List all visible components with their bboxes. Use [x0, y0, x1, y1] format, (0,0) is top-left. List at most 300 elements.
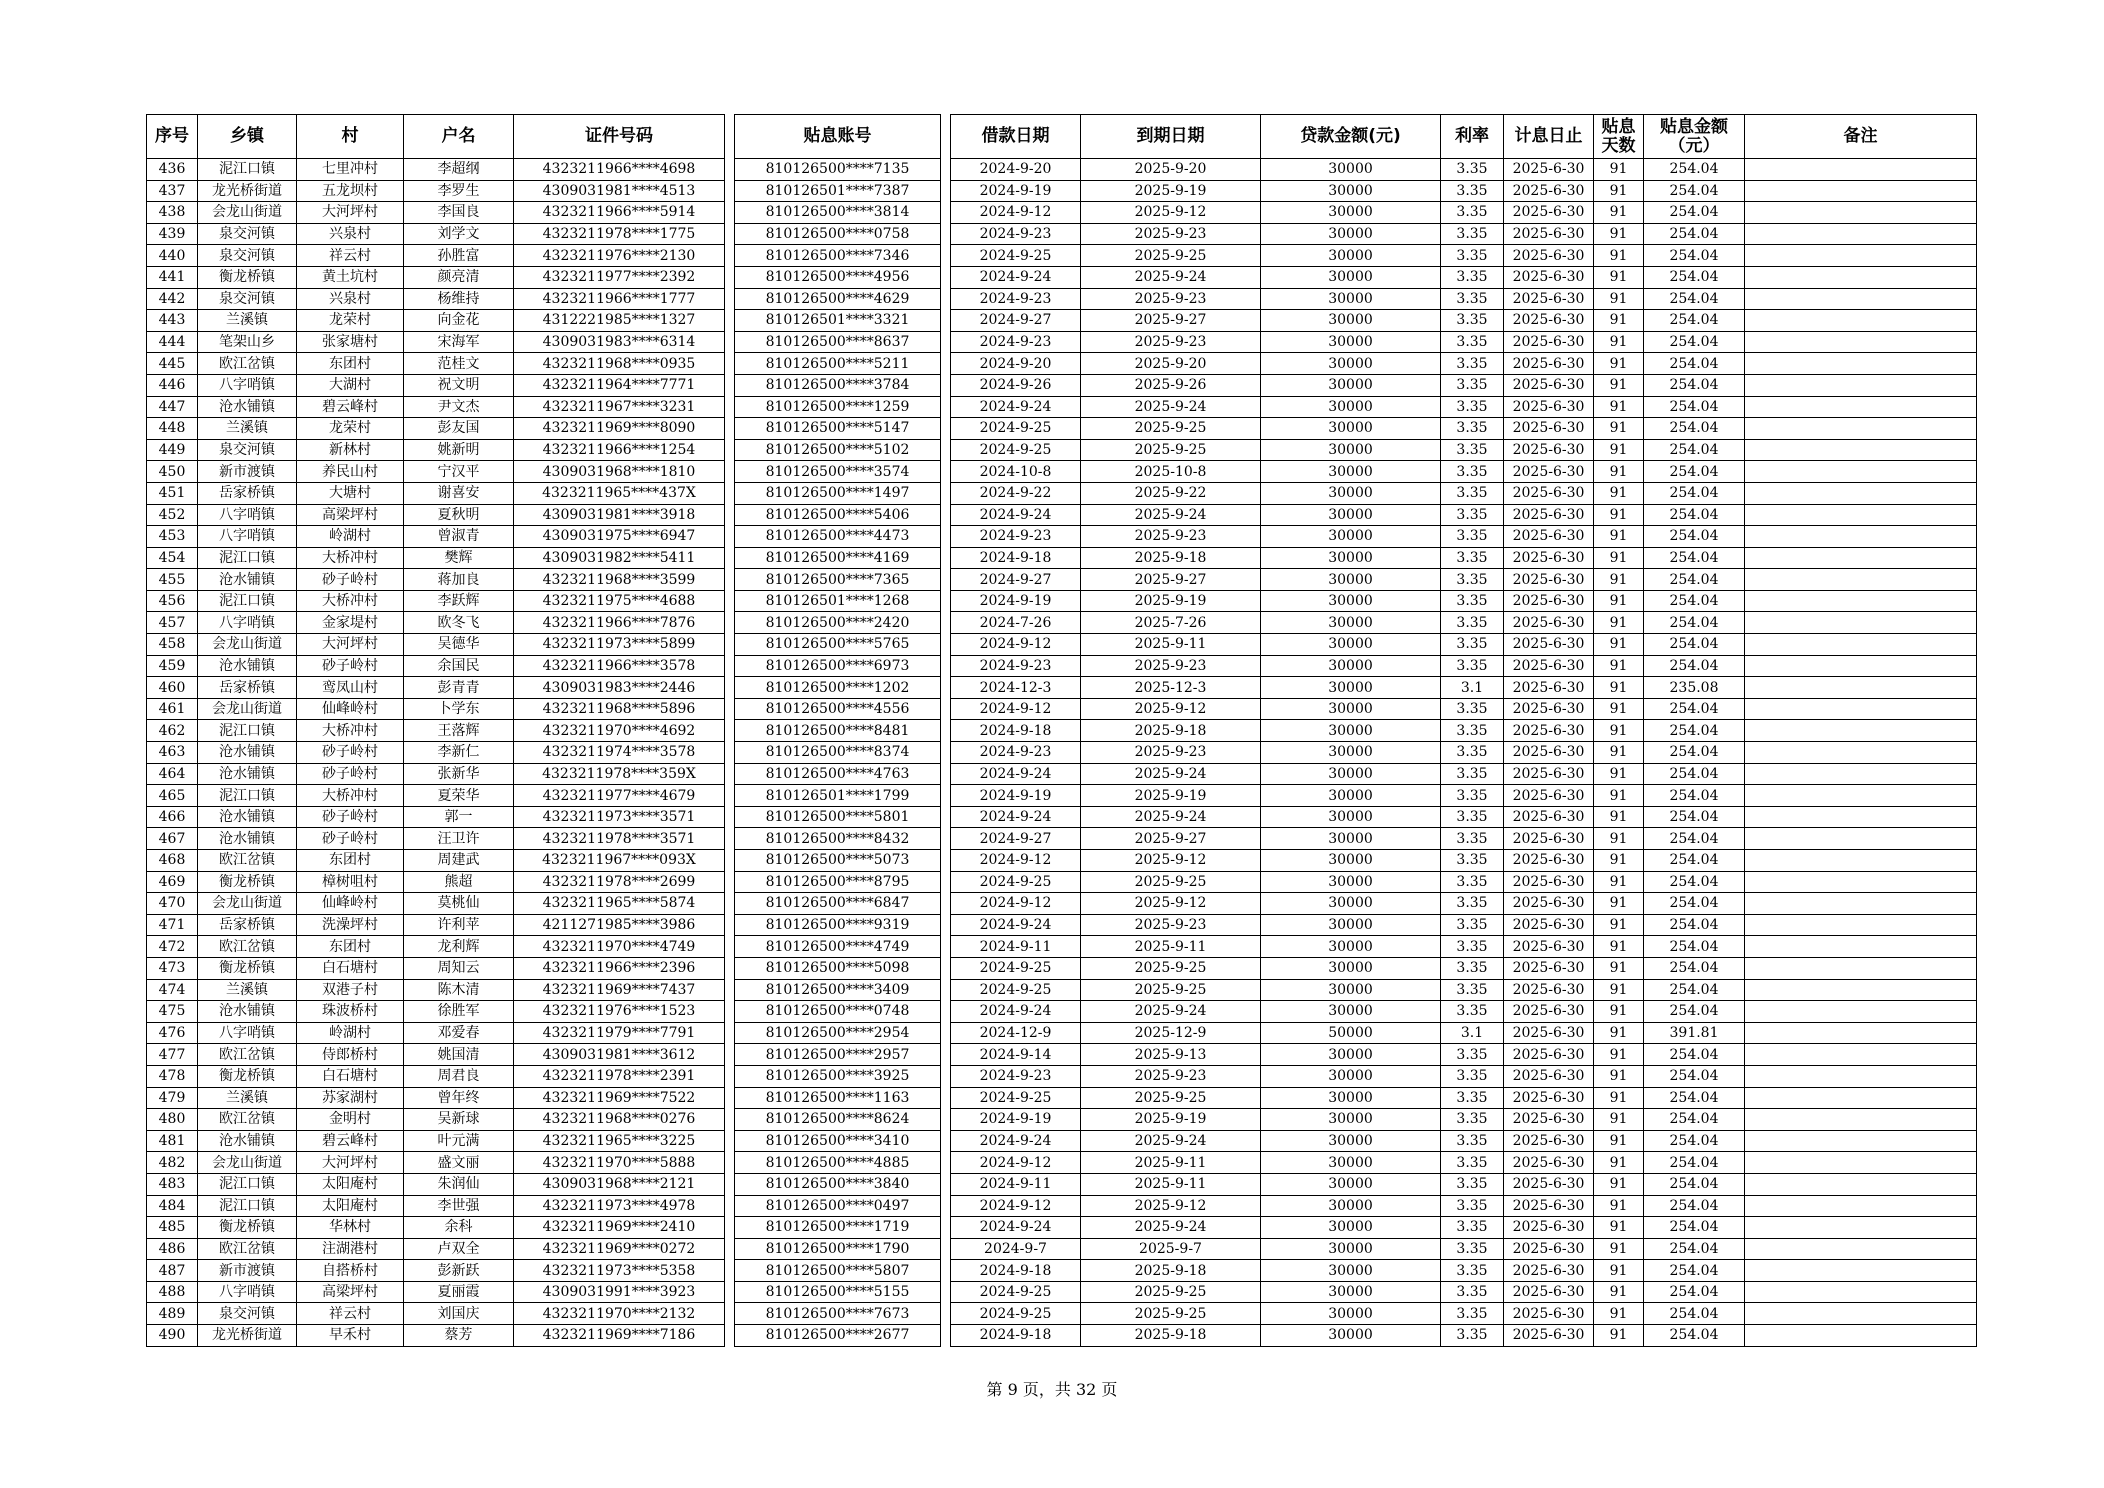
cell-id-number: 4323211977****2392: [514, 266, 725, 288]
table-row: [147, 655, 1977, 677]
cell-subsidy-amount: 254.04: [1644, 634, 1745, 656]
table-row: [147, 482, 1977, 504]
cell-index: 450: [147, 461, 198, 483]
cell-subsidy-account: 810126500****8374: [735, 742, 941, 764]
cell-interest-end-date: 2025-6-30: [1504, 547, 1594, 569]
cell-account-name: 邓爱春: [404, 1022, 514, 1044]
cell-account-name: 李世强: [404, 1195, 514, 1217]
cell-loan-date: 2024-9-18: [951, 547, 1081, 569]
cell-index: 464: [147, 763, 198, 785]
cell-loan-date: 2024-9-12: [951, 1195, 1081, 1217]
cell-subsidy-account: 810126500****3814: [735, 202, 941, 224]
cell-loan-date: 2024-9-24: [951, 1001, 1081, 1023]
cell-due-date: 2025-9-12: [1081, 850, 1261, 872]
cell-id-number: 4309031968****2121: [514, 1173, 725, 1195]
cell-township: 兰溪镇: [198, 310, 297, 332]
cell-loan-amount: 30000: [1261, 742, 1441, 764]
column-gap: [941, 482, 951, 504]
cell-account-name: 欧冬飞: [404, 612, 514, 634]
cell-subsidy-days: 91: [1594, 828, 1644, 850]
cell-interest-end-date: 2025-6-30: [1504, 1325, 1594, 1347]
cell-loan-date: 2024-7-26: [951, 612, 1081, 634]
cell-id-number: 4323211969****2410: [514, 1217, 725, 1239]
cell-interest-rate: 3.35: [1441, 850, 1504, 872]
cell-interest-end-date: 2025-6-30: [1504, 1022, 1594, 1044]
cell-interest-end-date: 2025-6-30: [1504, 763, 1594, 785]
cell-township: 沧水铺镇: [198, 655, 297, 677]
column-gap: [941, 979, 951, 1001]
cell-account-name: 吴德华: [404, 634, 514, 656]
column-gap: [941, 115, 951, 159]
cell-interest-end-date: 2025-6-30: [1504, 1238, 1594, 1260]
cell-due-date: 2025-9-11: [1081, 936, 1261, 958]
cell-remarks: [1745, 1022, 1977, 1044]
cell-interest-end-date: 2025-6-30: [1504, 223, 1594, 245]
column-gap: [941, 893, 951, 915]
cell-loan-date: 2024-9-23: [951, 1065, 1081, 1087]
cell-village: 金家堤村: [297, 612, 404, 634]
column-gap: [725, 439, 735, 461]
column-gap: [725, 655, 735, 677]
cell-interest-end-date: 2025-6-30: [1504, 742, 1594, 764]
column-gap: [941, 1087, 951, 1109]
cell-due-date: 2025-9-25: [1081, 245, 1261, 267]
cell-remarks: [1745, 850, 1977, 872]
cell-subsidy-days: 91: [1594, 612, 1644, 634]
cell-account-name: 夏秋明: [404, 504, 514, 526]
cell-index: 443: [147, 310, 198, 332]
table-row: [147, 893, 1977, 915]
cell-index: 487: [147, 1260, 198, 1282]
cell-township: 泥江口镇: [198, 547, 297, 569]
cell-remarks: [1745, 547, 1977, 569]
cell-account-name: 徐胜军: [404, 1001, 514, 1023]
cell-loan-date: 2024-9-24: [951, 763, 1081, 785]
column-gap: [725, 850, 735, 872]
cell-loan-amount: 30000: [1261, 1195, 1441, 1217]
cell-loan-amount: 50000: [1261, 1022, 1441, 1044]
cell-subsidy-amount: 254.04: [1644, 266, 1745, 288]
cell-subsidy-days: 91: [1594, 1065, 1644, 1087]
cell-index: 459: [147, 655, 198, 677]
cell-interest-end-date: 2025-6-30: [1504, 245, 1594, 267]
column-gap: [725, 1195, 735, 1217]
cell-village: 岭湖村: [297, 526, 404, 548]
cell-loan-amount: 30000: [1261, 1217, 1441, 1239]
cell-id-number: 4323211968****0935: [514, 353, 725, 375]
table-row: [147, 590, 1977, 612]
cell-index: 482: [147, 1152, 198, 1174]
column-gap: [941, 526, 951, 548]
cell-subsidy-account: 810126500****1163: [735, 1087, 941, 1109]
header-due-date: 到期日期: [1081, 115, 1261, 159]
cell-subsidy-amount: 254.04: [1644, 310, 1745, 332]
cell-remarks: [1745, 1152, 1977, 1174]
cell-loan-amount: 30000: [1261, 763, 1441, 785]
cell-village: 大河坪村: [297, 634, 404, 656]
column-gap: [941, 590, 951, 612]
cell-loan-amount: 30000: [1261, 353, 1441, 375]
cell-loan-date: 2024-9-25: [951, 418, 1081, 440]
cell-loan-amount: 30000: [1261, 1109, 1441, 1131]
cell-subsidy-days: 91: [1594, 418, 1644, 440]
cell-index: 474: [147, 979, 198, 1001]
table-row: [147, 504, 1977, 526]
cell-subsidy-amount: 254.04: [1644, 547, 1745, 569]
cell-remarks: [1745, 569, 1977, 591]
cell-remarks: [1745, 720, 1977, 742]
cell-remarks: [1745, 1303, 1977, 1325]
cell-index: 452: [147, 504, 198, 526]
cell-loan-date: 2024-9-25: [951, 871, 1081, 893]
cell-village: 五龙坝村: [297, 180, 404, 202]
column-gap: [941, 634, 951, 656]
cell-account-name: 朱润仙: [404, 1173, 514, 1195]
header-loan-amount: 贷款金额(元): [1261, 115, 1441, 159]
cell-subsidy-account: 810126500****5406: [735, 504, 941, 526]
table-row: [147, 353, 1977, 375]
cell-due-date: 2025-9-24: [1081, 396, 1261, 418]
cell-id-number: 4309031983****2446: [514, 677, 725, 699]
cell-subsidy-account: 810126500****4885: [735, 1152, 941, 1174]
cell-account-name: 颜亮清: [404, 266, 514, 288]
cell-remarks: [1745, 374, 1977, 396]
cell-subsidy-amount: 254.04: [1644, 914, 1745, 936]
cell-subsidy-amount: 254.04: [1644, 569, 1745, 591]
table-row: [147, 1044, 1977, 1066]
table-row: [147, 1303, 1977, 1325]
cell-account-name: 周建武: [404, 850, 514, 872]
table-row: [147, 180, 1977, 202]
cell-index: 457: [147, 612, 198, 634]
cell-subsidy-amount: 254.04: [1644, 504, 1745, 526]
cell-subsidy-amount: 254.04: [1644, 806, 1745, 828]
table-row: [147, 1152, 1977, 1174]
column-gap: [725, 526, 735, 548]
cell-subsidy-amount: 254.04: [1644, 1217, 1745, 1239]
table-row: [147, 1281, 1977, 1303]
cell-loan-date: 2024-9-25: [951, 245, 1081, 267]
cell-township: 沧水铺镇: [198, 396, 297, 418]
cell-subsidy-days: 91: [1594, 310, 1644, 332]
cell-interest-rate: 3.35: [1441, 439, 1504, 461]
cell-index: 469: [147, 871, 198, 893]
cell-township: 沧水铺镇: [198, 828, 297, 850]
column-gap: [941, 202, 951, 224]
cell-remarks: [1745, 634, 1977, 656]
cell-subsidy-account: 810126500****5102: [735, 439, 941, 461]
cell-index: 486: [147, 1238, 198, 1260]
cell-loan-amount: 30000: [1261, 677, 1441, 699]
cell-village: 太阳庵村: [297, 1173, 404, 1195]
cell-index: 442: [147, 288, 198, 310]
cell-due-date: 2025-9-18: [1081, 1260, 1261, 1282]
cell-loan-amount: 30000: [1261, 331, 1441, 353]
column-gap: [725, 547, 735, 569]
cell-index: 488: [147, 1281, 198, 1303]
cell-interest-rate: 3.35: [1441, 1109, 1504, 1131]
cell-interest-rate: 3.35: [1441, 806, 1504, 828]
cell-index: 448: [147, 418, 198, 440]
cell-subsidy-days: 91: [1594, 893, 1644, 915]
cell-village: 太阳庵村: [297, 1195, 404, 1217]
column-gap: [941, 871, 951, 893]
cell-index: 484: [147, 1195, 198, 1217]
cell-subsidy-account: 810126500****0748: [735, 1001, 941, 1023]
cell-id-number: 4309031981****3918: [514, 504, 725, 526]
cell-remarks: [1745, 504, 1977, 526]
cell-village: 大桥冲村: [297, 785, 404, 807]
cell-account-name: 张新华: [404, 763, 514, 785]
column-gap: [941, 569, 951, 591]
cell-remarks: [1745, 828, 1977, 850]
cell-interest-end-date: 2025-6-30: [1504, 1281, 1594, 1303]
cell-due-date: 2025-9-25: [1081, 979, 1261, 1001]
cell-interest-rate: 3.35: [1441, 396, 1504, 418]
cell-subsidy-days: 91: [1594, 1109, 1644, 1131]
table-row: [147, 569, 1977, 591]
cell-subsidy-account: 810126500****8432: [735, 828, 941, 850]
column-gap: [725, 1044, 735, 1066]
cell-index: 470: [147, 893, 198, 915]
header-account-name: 户名: [404, 115, 514, 159]
cell-due-date: 2025-9-25: [1081, 418, 1261, 440]
cell-township: 新市渡镇: [198, 1260, 297, 1282]
column-gap: [941, 504, 951, 526]
cell-subsidy-days: 91: [1594, 850, 1644, 872]
cell-loan-amount: 30000: [1261, 828, 1441, 850]
cell-interest-rate: 3.35: [1441, 374, 1504, 396]
column-gap: [725, 1152, 735, 1174]
column-gap: [725, 590, 735, 612]
cell-subsidy-amount: 254.04: [1644, 763, 1745, 785]
table-row: [147, 698, 1977, 720]
cell-subsidy-days: 91: [1594, 1303, 1644, 1325]
cell-subsidy-days: 91: [1594, 374, 1644, 396]
cell-account-name: 许利苹: [404, 914, 514, 936]
column-gap: [941, 720, 951, 742]
cell-interest-rate: 3.35: [1441, 871, 1504, 893]
cell-due-date: 2025-9-19: [1081, 1109, 1261, 1131]
cell-account-name: 卢双全: [404, 1238, 514, 1260]
cell-interest-end-date: 2025-6-30: [1504, 1130, 1594, 1152]
cell-id-number: 4323211966****1777: [514, 288, 725, 310]
cell-interest-rate: 3.35: [1441, 202, 1504, 224]
cell-township: 泥江口镇: [198, 785, 297, 807]
column-gap: [725, 785, 735, 807]
cell-interest-rate: 3.1: [1441, 677, 1504, 699]
cell-subsidy-days: 91: [1594, 547, 1644, 569]
cell-township: 欧江岔镇: [198, 1238, 297, 1260]
cell-id-number: 4323211966****4698: [514, 159, 725, 181]
table-row: [147, 1065, 1977, 1087]
cell-due-date: 2025-9-20: [1081, 159, 1261, 181]
cell-interest-rate: 3.35: [1441, 785, 1504, 807]
cell-account-name: 夏荣华: [404, 785, 514, 807]
cell-loan-amount: 30000: [1261, 418, 1441, 440]
cell-township: 沧水铺镇: [198, 742, 297, 764]
cell-interest-end-date: 2025-6-30: [1504, 957, 1594, 979]
cell-subsidy-days: 91: [1594, 698, 1644, 720]
cell-loan-date: 2024-9-12: [951, 698, 1081, 720]
table-row: [147, 396, 1977, 418]
cell-subsidy-amount: 235.08: [1644, 677, 1745, 699]
cell-index: 451: [147, 482, 198, 504]
cell-subsidy-days: 91: [1594, 677, 1644, 699]
column-gap: [941, 180, 951, 202]
cell-index: 455: [147, 569, 198, 591]
cell-township: 泉交河镇: [198, 245, 297, 267]
cell-interest-rate: 3.35: [1441, 223, 1504, 245]
cell-village: 大桥冲村: [297, 720, 404, 742]
cell-township: 八字哨镇: [198, 526, 297, 548]
cell-loan-date: 2024-9-12: [951, 850, 1081, 872]
cell-account-name: 杨维持: [404, 288, 514, 310]
cell-index: 461: [147, 698, 198, 720]
cell-loan-date: 2024-9-23: [951, 526, 1081, 548]
cell-loan-amount: 30000: [1261, 1001, 1441, 1023]
table-row: [147, 1109, 1977, 1131]
cell-loan-date: 2024-9-23: [951, 742, 1081, 764]
cell-subsidy-account: 810126500****4763: [735, 763, 941, 785]
cell-interest-end-date: 2025-6-30: [1504, 655, 1594, 677]
table-row: [147, 159, 1977, 181]
cell-loan-amount: 30000: [1261, 202, 1441, 224]
cell-due-date: 2025-9-12: [1081, 202, 1261, 224]
cell-id-number: 4323211976****1523: [514, 1001, 725, 1023]
cell-subsidy-days: 91: [1594, 1130, 1644, 1152]
column-gap: [725, 957, 735, 979]
cell-due-date: 2025-9-25: [1081, 1303, 1261, 1325]
cell-township: 八字哨镇: [198, 1281, 297, 1303]
cell-account-name: 周君良: [404, 1065, 514, 1087]
cell-due-date: 2025-9-23: [1081, 1065, 1261, 1087]
cell-id-number: 4323211968****3599: [514, 569, 725, 591]
column-gap: [725, 979, 735, 1001]
cell-index: 436: [147, 159, 198, 181]
cell-village: 东团村: [297, 936, 404, 958]
cell-village: 祥云村: [297, 1303, 404, 1325]
cell-subsidy-days: 91: [1594, 655, 1644, 677]
column-gap: [941, 828, 951, 850]
cell-account-name: 余科: [404, 1217, 514, 1239]
column-gap: [941, 957, 951, 979]
cell-interest-rate: 3.1: [1441, 1022, 1504, 1044]
cell-interest-rate: 3.35: [1441, 331, 1504, 353]
cell-interest-end-date: 2025-6-30: [1504, 1109, 1594, 1131]
cell-due-date: 2025-9-18: [1081, 1325, 1261, 1347]
cell-village: 注湖港村: [297, 1238, 404, 1260]
cell-interest-end-date: 2025-6-30: [1504, 1044, 1594, 1066]
cell-township: 沧水铺镇: [198, 1001, 297, 1023]
cell-index: 444: [147, 331, 198, 353]
cell-due-date: 2025-9-12: [1081, 1195, 1261, 1217]
cell-interest-rate: 3.35: [1441, 482, 1504, 504]
cell-remarks: [1745, 202, 1977, 224]
cell-index: 449: [147, 439, 198, 461]
cell-subsidy-account: 810126500****5155: [735, 1281, 941, 1303]
cell-account-name: 樊辉: [404, 547, 514, 569]
cell-township: 泉交河镇: [198, 1303, 297, 1325]
cell-subsidy-amount: 254.04: [1644, 1238, 1745, 1260]
cell-id-number: 4323211969****7437: [514, 979, 725, 1001]
cell-due-date: 2025-9-18: [1081, 720, 1261, 742]
header-interest-rate: 利率: [1441, 115, 1504, 159]
cell-subsidy-days: 91: [1594, 180, 1644, 202]
cell-subsidy-account: 810126500****2954: [735, 1022, 941, 1044]
cell-index: 483: [147, 1173, 198, 1195]
column-gap: [725, 1087, 735, 1109]
cell-subsidy-account: 810126500****8481: [735, 720, 941, 742]
cell-subsidy-account: 810126501****1268: [735, 590, 941, 612]
cell-id-number: 4323211969****7186: [514, 1325, 725, 1347]
header-subsidy-amount: 贴息金额（元）: [1644, 115, 1745, 159]
cell-subsidy-days: 91: [1594, 957, 1644, 979]
cell-village: 高梁坪村: [297, 504, 404, 526]
cell-interest-rate: 3.35: [1441, 893, 1504, 915]
column-gap: [941, 245, 951, 267]
cell-loan-amount: 30000: [1261, 871, 1441, 893]
cell-interest-end-date: 2025-6-30: [1504, 569, 1594, 591]
cell-account-name: 熊超: [404, 871, 514, 893]
cell-township: 会龙山街道: [198, 698, 297, 720]
cell-due-date: 2025-9-24: [1081, 1130, 1261, 1152]
cell-loan-date: 2024-9-25: [951, 957, 1081, 979]
subsidy-table: [146, 114, 1977, 1347]
cell-due-date: 2025-9-24: [1081, 763, 1261, 785]
cell-remarks: [1745, 1173, 1977, 1195]
cell-subsidy-amount: 254.04: [1644, 1109, 1745, 1131]
column-gap: [941, 1303, 951, 1325]
table-row: [147, 418, 1977, 440]
cell-account-name: 蔡芳: [404, 1325, 514, 1347]
cell-account-name: 吴新球: [404, 1109, 514, 1131]
cell-village: 砂子岭村: [297, 569, 404, 591]
cell-subsidy-account: 810126500****1259: [735, 396, 941, 418]
table-row: [147, 634, 1977, 656]
cell-township: 会龙山街道: [198, 893, 297, 915]
cell-subsidy-days: 91: [1594, 396, 1644, 418]
cell-account-name: 李国良: [404, 202, 514, 224]
cell-loan-date: 2024-9-25: [951, 439, 1081, 461]
cell-loan-date: 2024-9-24: [951, 266, 1081, 288]
cell-township: 泥江口镇: [198, 1195, 297, 1217]
cell-remarks: [1745, 526, 1977, 548]
cell-interest-rate: 3.35: [1441, 936, 1504, 958]
cell-id-number: 4323211965****5874: [514, 893, 725, 915]
cell-remarks: [1745, 1195, 1977, 1217]
cell-subsidy-amount: 254.04: [1644, 698, 1745, 720]
column-gap: [725, 806, 735, 828]
cell-subsidy-account: 810126500****8624: [735, 1109, 941, 1131]
cell-loan-amount: 30000: [1261, 1303, 1441, 1325]
cell-account-name: 余国民: [404, 655, 514, 677]
cell-township: 沧水铺镇: [198, 763, 297, 785]
cell-village: 砂子岭村: [297, 763, 404, 785]
cell-interest-end-date: 2025-6-30: [1504, 634, 1594, 656]
cell-village: 龙荣村: [297, 310, 404, 332]
table-body: [147, 159, 1977, 1347]
cell-subsidy-days: 91: [1594, 806, 1644, 828]
column-gap: [941, 547, 951, 569]
column-gap: [725, 223, 735, 245]
cell-subsidy-account: 810126500****0497: [735, 1195, 941, 1217]
cell-loan-date: 2024-12-9: [951, 1022, 1081, 1044]
cell-loan-amount: 30000: [1261, 526, 1441, 548]
cell-account-name: 宁汉平: [404, 461, 514, 483]
cell-subsidy-days: 91: [1594, 159, 1644, 181]
cell-interest-end-date: 2025-6-30: [1504, 612, 1594, 634]
